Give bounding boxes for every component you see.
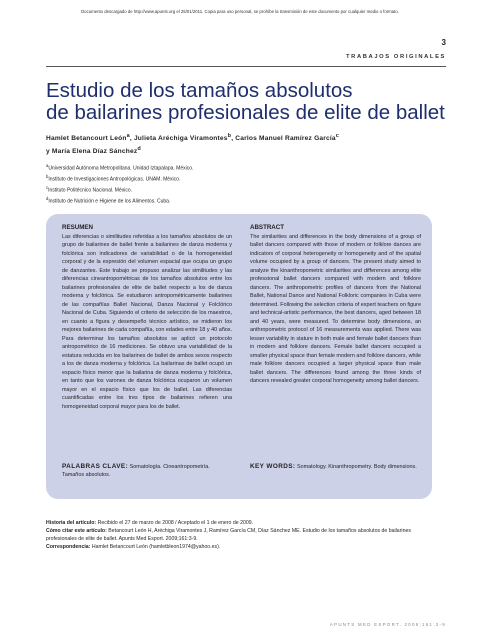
affiliations bbox=[46, 162, 346, 205]
affiliation-d: $^d$Instituto de Nutrición e Higiene de los Alimentos. Cuba. bbox=[46, 195, 171, 205]
cite-text: Betancourt León H, Aréchiga Viramontes J, Ramírez García CM, Díaz Sánchez ME. Estudio de los tamaños absolutos de bailarines profesionales de elite de ballet. Apunts Med Esport. 2009;161:3-9. bbox=[46, 528, 411, 542]
article-info bbox=[46, 519, 436, 551]
authors-line-2: y María Elena Díaz Sánchez$^d$ bbox=[46, 146, 141, 156]
abstract-column bbox=[250, 224, 421, 386]
palabras-clave-text: Somatología. Cineantropometría. Tamaños absolutos. bbox=[62, 464, 210, 479]
palabras-clave bbox=[62, 463, 232, 479]
correspondence-line bbox=[46, 543, 436, 551]
resumen-heading: RESUMEN bbox=[62, 224, 93, 231]
key-words-label: KEY WORDS: bbox=[250, 463, 296, 470]
header-rule bbox=[46, 66, 446, 67]
download-notice: Documento descargado de http://www.apunts.org el 25/01/2011. Copia para uso personal, se prohíbe la transmisión de este documento por cualquier medio o formato. bbox=[81, 9, 399, 14]
key-words-text: Somatology. Kinanthropometry. Body dimensions. bbox=[296, 464, 417, 470]
title-line-2: de bailarines profesionales de elite de ballet bbox=[46, 101, 445, 124]
palabras-clave-label: PALABRAS CLAVE: bbox=[62, 463, 129, 470]
abstract-text: The similarities and differences in the body dimensions of a group of ballet dancers compared with those of modern or folklore dances are indicators of corporal heterogeneity or homogeneity and of the spatial volume occupied by a group of dancers. The present study aimed to analyze the kinanthropometric similarities and differences among elite professional ballet dancers compared with modern and folklore dancers. The anthropometric profiles of dancers from the National Ballet, National Dance and National Folkloric companies in Cuba were determined. Following the selection criteria of expert teachers on figure and technical-artistic performance, the best dancers, aged between 18 and 40 years, were measured. To determine body dimensions, an anthropometric protocol of 16 measurements was applied. There was lesser variability in stature in both male and female ballet dancers than in modern and folklore dancers. Female ballet dancers occupied a smaller physical space than female modern and folklore dancers, while male folklore dancers occupied a larger physical space than male ballet dancers. The differences found among the three kinds of dancers revealed greater corporal homogeneity among ballet dancers. bbox=[250, 233, 421, 385]
correspondence-text: Hamlet Betancourt León (hamletbleon1974@yahoo.es). bbox=[91, 544, 221, 550]
history-text: Recibido el 27 de marzo de 2008 / Aceptado el 1 de enero de 2009. bbox=[97, 520, 254, 526]
resumen-column bbox=[62, 224, 232, 411]
affiliation-a: $^a$Universidad Autónoma Metropolitana. Unidad Iztapalapa. México. bbox=[46, 163, 194, 172]
article-title bbox=[46, 80, 456, 124]
page-number: 3 bbox=[441, 38, 446, 47]
journal-footer: APUNTS MED ESPORT. 2009;161:3-9 bbox=[329, 622, 446, 627]
abstract-heading: ABSTRACT bbox=[250, 224, 285, 231]
title-line-1: Estudio de los tamaños absolutos bbox=[46, 79, 353, 102]
authors-line-1: Hamlet Betancourt León$^a$, Julieta Aréchiga Viramontes$^b$, Carlos Manuel Ramírez García$^c$ bbox=[46, 133, 340, 143]
history-line bbox=[46, 519, 436, 527]
resumen-text: Las diferencias o similitudes referidas a los tamaños absolutos de un grupo de bailarines de ballet frente a bailarines de danza moderna y folclórica son indicadores de variabilidad o de la homogeneidad corporal y de la expresión del volumen espacial que ocupa un grupo de danzantes. Este trabajo se propuso analizar las similitudes y las diferencias cineantropométricas de los tamaños absolutos entre los bailarines profesionales de elite de ballet respecto a los de danza moderna y folclórica. Se estudiaron antropométricamente bailarines de las compañías Ballet Nacional, Danza Nacional y Folclórico Nacional de Cuba. Siguiendo el criterio de selección de los maestros, en cuanto a figura y desempeño técnico artístico, se midieron los mejores bailarines de cada compañía, con edades entre 18 y 40 años. Para determinar los tamaños absolutos se aplicó un protocolo antropométrico de 16 mediciones. Se obtuvo una variabilidad de la estatura reducida en los bailarines de ballet de ambos sexos respecto a los de danza moderna y folclórica. La bailarinas de ballet ocupó un espacio físico menor que la bailarina de danza moderna y folclórica, en tanto que los varones de danza folclórica ocuparon un volumen mayor en el espacio físico que los de ballet. Las diferencias cuantificadas entre los tres tipos de bailarines refieren una homogeneidad corporal mayor para los de ballet. bbox=[62, 233, 232, 410]
correspondence-label: Correspondencia: bbox=[46, 544, 91, 550]
section-label: TRABAJOS ORIGINALES bbox=[346, 54, 446, 60]
cite-line bbox=[46, 527, 436, 543]
cite-label: Cómo citar este artículo: bbox=[46, 528, 107, 534]
affiliation-b: $^b$Instituto de Investigaciones Antropológicas. UNAM. México. bbox=[46, 173, 181, 183]
history-label: Historia del artículo: bbox=[46, 520, 97, 526]
author-list bbox=[46, 131, 446, 157]
key-words bbox=[250, 463, 421, 471]
affiliation-c: $^c$Instituto Politécnico Nacional. México. bbox=[46, 184, 133, 194]
